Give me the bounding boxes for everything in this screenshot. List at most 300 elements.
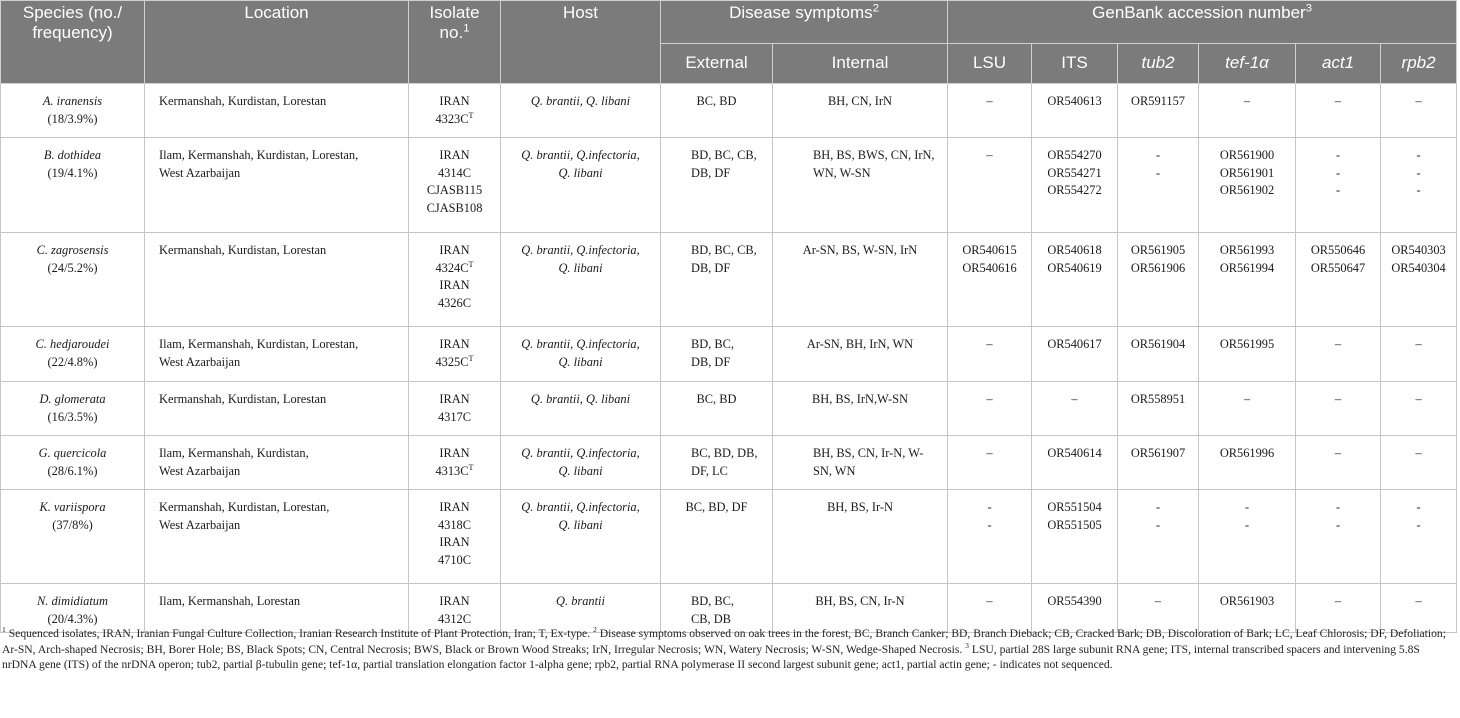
cell-line: OR561904 [1130, 337, 1186, 351]
cell-line: OR540303 [1391, 243, 1446, 257]
cell-line: – [986, 337, 993, 351]
cell-line: OR551504 [1047, 500, 1102, 514]
cell-line: Ilam, Kermanshah, Kurdistan, [159, 446, 309, 460]
host-cell [501, 84, 661, 138]
tef-cell [1199, 436, 1296, 490]
isolate-text: 4312C [437, 611, 472, 626]
lsu-cell [948, 84, 1032, 138]
location-cell [145, 490, 409, 584]
cell-line: – [1243, 392, 1251, 406]
cell-line: Ilam, Kermanshah, Kurdistan, Lorestan, [159, 148, 359, 162]
cell-line: Kermanshah, Kurdistan, Lorestan [159, 243, 327, 257]
header-lsu: LSU [948, 43, 1032, 83]
cell-line: Q. libani [558, 260, 603, 275]
isolate-cell [409, 382, 501, 436]
header-isolate-text: Isolate no. [429, 3, 480, 42]
cell-line: - [1155, 148, 1161, 162]
rpb2-cell [1381, 138, 1457, 233]
cell-line: – [1415, 337, 1422, 351]
act1-cell [1296, 327, 1381, 382]
cell-line: DB, DF [691, 260, 731, 275]
cell-line: OR561905 [1130, 243, 1186, 257]
rpb2-cell [1381, 327, 1457, 382]
cell-line: - [1335, 183, 1341, 197]
cell-line: West Azarbaijan [159, 517, 241, 532]
header-its: ITS [1032, 43, 1118, 83]
internal-symptoms-cell [773, 490, 948, 584]
its-cell [1032, 490, 1118, 584]
cell-line: BH, BS, CN, Ir-N [815, 594, 905, 608]
its-cell [1032, 233, 1118, 327]
ex-type-marker: T [468, 462, 474, 472]
species-name: A. iranensis [42, 94, 103, 108]
isolate-text: CJASB108 [426, 200, 483, 215]
isolate-line [413, 242, 496, 260]
isolate-text: IRAN [439, 94, 470, 108]
isolate-text: 4324C [435, 260, 469, 275]
table-footnote [2, 626, 1454, 673]
cell-line: - [1244, 517, 1250, 532]
cell-line: BH, BS, Ir-N [827, 500, 893, 514]
isolate-cell [409, 233, 501, 327]
cell-line: West Azarbaijan [159, 165, 241, 180]
species-frequency: (24/5.2%) [47, 260, 98, 275]
cell-line: Ilam, Kermanshah, Lorestan [159, 594, 301, 608]
isolate-text: 4314C [437, 165, 472, 180]
cell-line: Q. brantii, Q. libani [530, 94, 631, 108]
cell-line: Q. libani [558, 463, 603, 478]
species-frequency: (19/4.1%) [47, 165, 98, 180]
tub2-cell [1118, 138, 1199, 233]
external-symptoms-cell [661, 84, 773, 138]
isolate-text: 4323C [435, 111, 469, 126]
isolate-line [413, 463, 496, 481]
cell-line: OR540616 [962, 260, 1017, 275]
location-cell [145, 233, 409, 327]
cell-line: Q. libani [558, 165, 603, 180]
isolate-text: 4710C [437, 552, 472, 567]
cell-line: – [986, 594, 993, 608]
location-cell [145, 382, 409, 436]
location-cell [145, 436, 409, 490]
isolate-line [413, 552, 496, 570]
isolate-line [413, 147, 496, 165]
isolate-line [413, 182, 496, 200]
cell-line: OR540619 [1047, 260, 1102, 275]
host-cell [501, 233, 661, 327]
cell-line: BC, BD [696, 94, 737, 108]
lsu-cell [948, 233, 1032, 327]
header-species: Species (no./ frequency) [1, 1, 145, 84]
location-cell [145, 138, 409, 233]
internal-symptoms-cell [773, 84, 948, 138]
external-symptoms-cell [661, 436, 773, 490]
header-disease-sup: 2 [872, 2, 879, 15]
its-cell [1032, 84, 1118, 138]
cell-line: OR561907 [1130, 446, 1186, 460]
cell-line: OR558951 [1130, 392, 1186, 406]
cell-line: OR561906 [1130, 260, 1186, 275]
cell-line: DF, LC [691, 463, 728, 478]
cell-line: - [1155, 165, 1161, 180]
species-name: B. dothidea [43, 148, 102, 162]
cell-line: West Azarbaijan [159, 463, 241, 478]
cell-line: SN, WN [813, 463, 856, 478]
header-tub2: tub2 [1118, 43, 1199, 83]
internal-symptoms-cell [773, 138, 948, 233]
cell-line: BC, BD, DF [685, 500, 748, 514]
isolate-text: 4313C [435, 463, 469, 478]
cell-line: - [1416, 148, 1421, 162]
cell-line: Q. brantii, Q.infectoria, [521, 148, 640, 162]
cell-line: OR561902 [1219, 183, 1275, 197]
cell-line: – [1415, 94, 1422, 108]
header-genbank-text: GenBank accession number [1092, 3, 1306, 22]
tef-cell [1199, 490, 1296, 584]
cell-line: BH, CN, IrN [827, 94, 893, 108]
isolate-line [413, 260, 496, 278]
cell-line: - [987, 500, 992, 514]
species-name: G. quercicola [38, 446, 107, 460]
cell-line: OR561995 [1219, 337, 1275, 351]
act1-cell [1296, 490, 1381, 584]
species-cell [1, 138, 145, 233]
header-rpb2: rpb2 [1381, 43, 1457, 83]
footnote-marker-3: 3 [965, 640, 969, 650]
header-genbank-sup: 3 [1305, 2, 1312, 15]
table-row [1, 490, 1457, 584]
internal-symptoms-cell [773, 382, 948, 436]
isolate-cell [409, 138, 501, 233]
cell-line: OR561901 [1219, 165, 1275, 180]
header-disease [661, 1, 948, 44]
lsu-cell [948, 382, 1032, 436]
external-symptoms-cell [661, 490, 773, 584]
header-internal: Internal [773, 43, 948, 83]
cell-line: - [1335, 517, 1341, 532]
cell-line: – [1243, 94, 1251, 108]
isolate-line [413, 354, 496, 372]
tub2-cell [1118, 233, 1199, 327]
internal-symptoms-cell [773, 436, 948, 490]
cell-line: Kermanshah, Kurdistan, Lorestan [159, 94, 327, 108]
cell-line: Q. brantii, Q.infectoria, [521, 500, 640, 514]
rpb2-cell [1381, 233, 1457, 327]
cell-line: Q. brantii, Q. libani [530, 392, 631, 406]
cell-line: OR540614 [1047, 446, 1102, 460]
ex-type-marker: T [468, 110, 474, 120]
isolate-text: IRAN [439, 392, 470, 406]
cell-line: BC, BD, DB, [691, 446, 758, 460]
ex-type-marker: T [468, 353, 474, 363]
cell-line: - [1244, 500, 1250, 514]
isolate-text: IRAN [439, 243, 470, 257]
external-symptoms-cell [661, 382, 773, 436]
isolate-text: 4318C [437, 517, 472, 532]
cell-line: Ar-SN, BH, IrN, WN [806, 337, 914, 351]
isolate-text: IRAN [439, 337, 470, 351]
header-location: Location [145, 1, 409, 84]
isolate-line [413, 445, 496, 463]
species-cell [1, 382, 145, 436]
tub2-cell [1118, 436, 1199, 490]
cell-line: Q. brantii [556, 594, 605, 608]
its-cell [1032, 138, 1118, 233]
isolate-line [413, 200, 496, 218]
cell-line: CB, DB [691, 611, 731, 626]
cell-line: BD, BC, [691, 594, 735, 608]
tub2-cell [1118, 84, 1199, 138]
isolate-text: IRAN [439, 446, 470, 460]
cell-line: OR540618 [1047, 243, 1102, 257]
act1-cell [1296, 436, 1381, 490]
cell-line: Q. brantii, Q.infectoria, [521, 446, 640, 460]
tef-cell [1199, 382, 1296, 436]
cell-line: West Azarbaijan [159, 354, 241, 369]
tef-cell [1199, 233, 1296, 327]
species-cell [1, 436, 145, 490]
cell-line: OR561900 [1219, 148, 1275, 162]
cell-line: OR540304 [1391, 260, 1446, 275]
isolate-line [413, 391, 496, 409]
species-name: K. variispora [39, 500, 106, 514]
species-cell [1, 490, 145, 584]
species-name: C. hedjaroudei [35, 337, 110, 351]
isolate-cell [409, 84, 501, 138]
tef-cell [1199, 327, 1296, 382]
isolate-line [413, 517, 496, 535]
species-name: D. glomerata [39, 392, 106, 406]
isolate-text: IRAN [439, 500, 470, 514]
cell-line: – [986, 392, 993, 406]
host-cell [501, 490, 661, 584]
cell-line: - [1155, 517, 1161, 532]
host-cell [501, 138, 661, 233]
its-cell [1032, 436, 1118, 490]
cell-line: OR554270 [1047, 148, 1102, 162]
isolate-line [413, 111, 496, 129]
isolate-cell [409, 327, 501, 382]
cell-line: – [1334, 94, 1342, 108]
cell-line: – [986, 446, 993, 460]
isolate-line [413, 277, 496, 295]
cell-line: – [1415, 594, 1422, 608]
cell-line: OR551505 [1047, 517, 1102, 532]
internal-symptoms-cell [773, 327, 948, 382]
isolate-text: CJASB115 [426, 183, 483, 197]
tub2-cell [1118, 327, 1199, 382]
species-frequency: (28/6.1%) [47, 463, 98, 478]
act1-cell [1296, 233, 1381, 327]
cell-line: Kermanshah, Kurdistan, Lorestan [159, 392, 327, 406]
its-cell [1032, 382, 1118, 436]
isolate-line [413, 593, 496, 611]
header-genbank [948, 1, 1457, 44]
cell-line: Kermanshah, Kurdistan, Lorestan, [159, 500, 330, 514]
act1-cell [1296, 382, 1381, 436]
table-row [1, 233, 1457, 327]
header-isolate-sup: 1 [463, 22, 470, 35]
isolate-text: IRAN [439, 148, 470, 162]
cell-line: OR554271 [1047, 165, 1102, 180]
species-frequency: (20/4.3%) [47, 611, 98, 626]
location-cell [145, 84, 409, 138]
species-frequency: (18/3.9%) [47, 111, 98, 126]
lsu-cell [948, 327, 1032, 382]
species-frequency: (16/3.5%) [47, 409, 98, 424]
external-symptoms-cell [661, 233, 773, 327]
cell-line: OR554390 [1047, 594, 1102, 608]
cell-line: BD, BC, [691, 337, 735, 351]
rpb2-cell [1381, 490, 1457, 584]
cell-line: - [1416, 165, 1421, 180]
isolate-line [413, 165, 496, 183]
cell-line: OR561994 [1219, 260, 1275, 275]
cell-line: Q. brantii, Q.infectoria, [521, 337, 640, 351]
cell-line: WN, W-SN [813, 165, 871, 180]
species-frequency: (22/4.8%) [47, 354, 98, 369]
cell-line: - [1416, 517, 1421, 532]
cell-line: - [1335, 148, 1341, 162]
cell-line: DB, DF [691, 354, 731, 369]
table-row [1, 84, 1457, 138]
cell-line: – [1415, 446, 1422, 460]
footnote-text-3: LSU, partial 28S large subunit RNA gene; ITS, internal transcribed spacers and intervening 5.8S nrDNA gene (ITS) of the nrDNA operon; tub2, partial β-tubulin gene; tef-1α, partial translation elongation factor 1-alpha gene; rpb2, partial RNA polymerase II second largest subunit gene; act1, partial actin gene; - indicates not sequenced. [2, 642, 1420, 671]
header-tef: tef-1α [1199, 43, 1296, 83]
header-external: External [661, 43, 773, 83]
cell-line: - [1335, 500, 1341, 514]
isolate-text: 4325C [435, 354, 469, 369]
isolate-line [413, 499, 496, 517]
cell-line: – [986, 94, 993, 108]
tub2-cell [1118, 382, 1199, 436]
header-disease-text: Disease symptoms [729, 3, 873, 22]
footnote-text-2: Disease symptoms observed on oak trees in the forest, BC, Branch Canker; BD, Branch Dieback; CB, Cracked Bark; DB, Discoloration of Bark; LC, Leaf Chlorosis; DF, Defoliation; Ar-SN, Arch-shaped Necrosis; BH, Borer Hole; BS, Black Spots; CN, Central Necrosis; BWS, Black or Brown Wood Streaks; IrN, Irregular Necrosis; WN, Watery Necrosis; W-SN, Wedge-Shaped Necrosis. [2, 627, 1446, 656]
cell-line: - [1155, 500, 1161, 514]
isolate-line [413, 93, 496, 111]
cell-line: BH, BS, IrN,W-SN [811, 392, 909, 406]
isolate-line [413, 295, 496, 313]
table-body [1, 84, 1457, 633]
isolate-text: IRAN [439, 535, 470, 549]
cell-line: – [1415, 392, 1422, 406]
species-cell [1, 327, 145, 382]
cell-line: – [1334, 392, 1342, 406]
cell-line: OR561996 [1219, 446, 1275, 460]
isolate-text: IRAN [439, 278, 470, 292]
species-frequency: (37/8%) [52, 517, 93, 532]
cell-line: DB, DF [691, 165, 731, 180]
its-cell [1032, 327, 1118, 382]
cell-line: – [1334, 446, 1342, 460]
footnote-marker-2: 2 [593, 625, 597, 635]
rpb2-cell [1381, 382, 1457, 436]
cell-line: BH, BS, CN, Ir-N, W- [813, 446, 924, 460]
cell-line: BD, BC, CB, [691, 243, 757, 257]
cell-line: – [1334, 594, 1342, 608]
header-host: Host [501, 1, 661, 84]
cell-line: – [1154, 594, 1162, 608]
tub2-cell [1118, 490, 1199, 584]
isolate-line [413, 409, 496, 427]
species-name: N. dimidiatum [37, 594, 108, 608]
cell-line: OR540615 [962, 243, 1017, 257]
species-cell [1, 84, 145, 138]
cell-line: OR540617 [1047, 337, 1102, 351]
isolate-cell [409, 436, 501, 490]
cell-line: OR540613 [1047, 94, 1102, 108]
cell-line: Q. libani [558, 354, 603, 369]
cell-line: OR550646 [1310, 243, 1366, 257]
cell-line: BD, BC, CB, [691, 148, 757, 162]
cell-line: Ilam, Kermanshah, Kurdistan, Lorestan, [159, 337, 359, 351]
cell-line: – [986, 148, 993, 162]
footnote-text-1: Sequenced isolates, IRAN, Iranian Fungal Culture Collection, Iranian Research Institute of Plant Protection, Iran; T, Ex-type. [5, 627, 593, 640]
ex-type-marker: T [468, 259, 474, 269]
cell-line: Q. libani [558, 517, 603, 532]
isolate-text: 4326C [437, 295, 472, 310]
species-cell [1, 233, 145, 327]
lsu-cell [948, 490, 1032, 584]
cell-line: OR591157 [1131, 94, 1185, 108]
rpb2-cell [1381, 84, 1457, 138]
cell-line: OR561993 [1219, 243, 1275, 257]
lsu-cell [948, 436, 1032, 490]
host-cell [501, 327, 661, 382]
table-row [1, 138, 1457, 233]
header-act1: act1 [1296, 43, 1381, 83]
rpb2-cell [1381, 436, 1457, 490]
cell-line: – [1334, 337, 1342, 351]
cell-line: Q. brantii, Q.infectoria, [521, 243, 640, 257]
tef-cell [1199, 138, 1296, 233]
table-row [1, 327, 1457, 382]
isolate-line [413, 534, 496, 552]
cell-line: - [1335, 165, 1341, 180]
cell-line: OR550647 [1310, 260, 1366, 275]
external-symptoms-cell [661, 138, 773, 233]
isolate-text: IRAN [439, 594, 470, 608]
cell-line: - [1416, 183, 1421, 197]
cell-line: Ar-SN, BS, W-SN, IrN [802, 243, 918, 257]
cell-line: - [987, 517, 992, 532]
host-cell [501, 436, 661, 490]
cell-line: – [1071, 392, 1078, 406]
cell-line: OR561903 [1219, 594, 1275, 608]
table-row [1, 382, 1457, 436]
isolate-line [413, 336, 496, 354]
host-cell [501, 382, 661, 436]
location-cell [145, 327, 409, 382]
header-isolate [409, 1, 501, 84]
isolate-cell [409, 490, 501, 584]
external-symptoms-cell [661, 327, 773, 382]
internal-symptoms-cell [773, 233, 948, 327]
cell-line: - [1416, 500, 1421, 514]
isolate-text: 4317C [437, 409, 472, 424]
act1-cell [1296, 138, 1381, 233]
table-row [1, 436, 1457, 490]
lsu-cell [948, 138, 1032, 233]
header-row-1 [1, 1, 1457, 44]
cell-line: BH, BS, BWS, CN, IrN, [813, 148, 935, 162]
tef-cell [1199, 84, 1296, 138]
species-name: C. zagrosensis [36, 243, 109, 257]
cell-line: BC, BD [696, 392, 737, 406]
footnote-marker-1: 1 [2, 625, 6, 635]
cell-line: OR554272 [1047, 183, 1102, 197]
act1-cell [1296, 84, 1381, 138]
